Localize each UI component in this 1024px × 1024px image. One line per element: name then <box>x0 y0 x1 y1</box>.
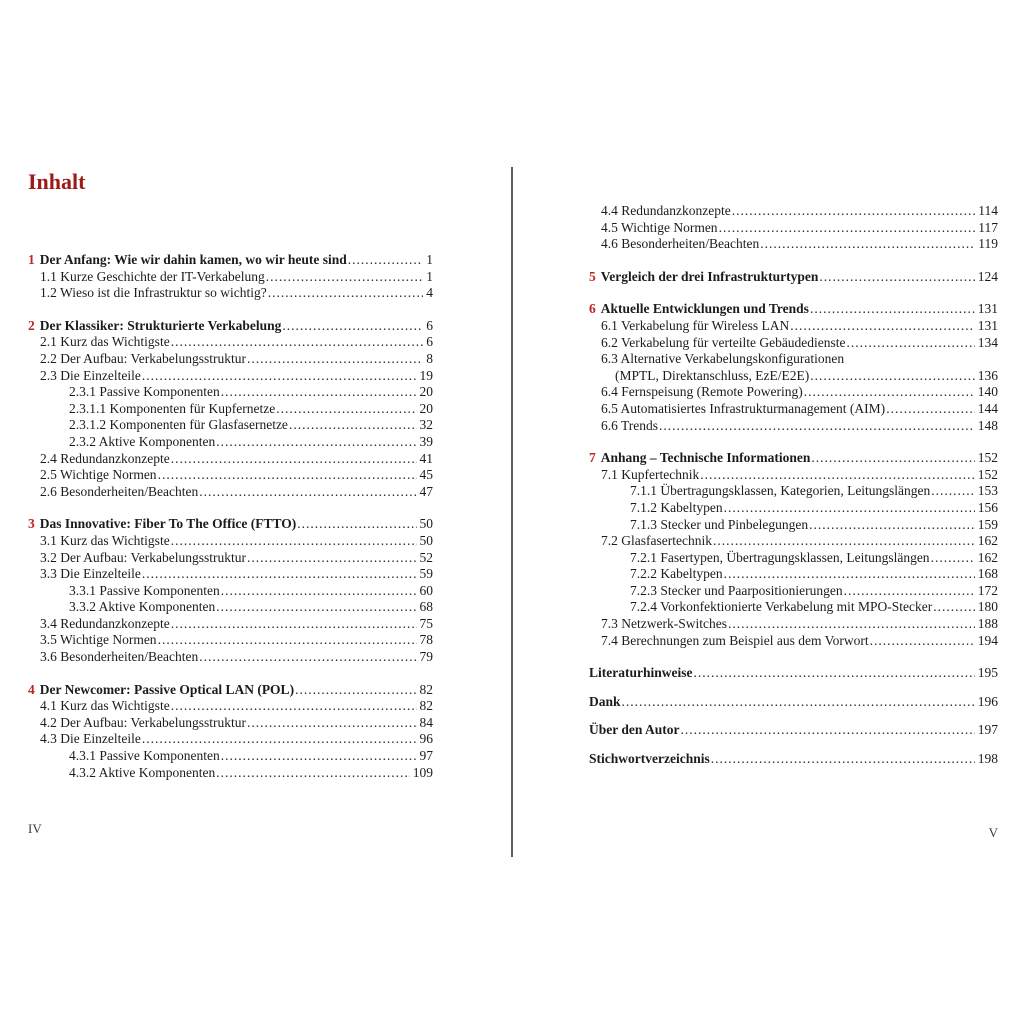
toc-entry-title: 3.1 Kurz das Wichtigste <box>40 532 170 548</box>
toc-entry <box>589 633 998 650</box>
toc-entry-title: Der Newcomer: Passive Optical LAN (POL) <box>39 681 295 697</box>
toc-leader-dots <box>216 765 410 782</box>
toc-leader-dots <box>158 467 417 484</box>
toc-entry-title: 3.5 Wichtige Normen <box>40 632 157 648</box>
toc-leader-dots <box>295 682 416 699</box>
toc-leader-dots <box>844 583 975 600</box>
toc-entry <box>28 434 433 451</box>
toc-entry-title: 7.2.2 Kabeltypen <box>630 566 723 582</box>
toc-entry-title: 6.5 Automatisiertes Infrastrukturmanagement (AIM) <box>601 400 886 416</box>
toc-entry-title: 4.6 Besonderheiten/Beachten <box>601 236 760 252</box>
toc-entry <box>28 384 433 401</box>
toc-leader-dots <box>221 583 417 600</box>
toc-entry <box>28 285 433 302</box>
toc-entry-title: 2.2 Der Aufbau: Verkabelungsstruktur <box>40 350 246 366</box>
toc-entry <box>28 467 433 484</box>
toc-leader-dots <box>719 220 976 237</box>
toc-entry-title: 7.2 Glasfasertechnik <box>601 533 712 549</box>
toc-entry <box>28 401 433 418</box>
toc-page-number: 197 <box>977 722 998 738</box>
toc-entry-title: 2.4 Redundanzkonzepte <box>40 450 170 466</box>
toc-page-number: 194 <box>977 632 998 648</box>
toc-entry-title: Aktuelle Entwicklungen und Trends <box>600 301 809 317</box>
toc-leader-dots <box>268 285 423 302</box>
toc-entry <box>589 694 998 711</box>
toc-entry <box>28 533 433 550</box>
toc-entry-title: 1.2 Wieso ist die Infrastruktur so wichtig? <box>40 285 267 301</box>
toc-entry-title: 3.3.1 Passive Komponenten <box>69 582 220 598</box>
toc-page-number: 136 <box>977 367 998 383</box>
toc-entry-title: 7.1 Kupfertechnik <box>601 466 700 482</box>
toc-page-number: 6 <box>426 317 433 333</box>
toc-page-number: 140 <box>977 384 998 400</box>
toc-leader-dots <box>247 550 417 567</box>
toc-page-number: 20 <box>419 400 433 416</box>
toc-entry-title: 6.1 Verkabelung für Wireless LAN <box>601 317 790 333</box>
toc-leader-dots <box>276 401 416 418</box>
toc-entry-title: 4.3 Die Einzelteile <box>40 731 141 747</box>
toc-entry <box>589 599 998 616</box>
toc-leader-dots <box>931 550 975 567</box>
toc-entry-title: 7.4 Berechnungen zum Beispiel aus dem Vorwort <box>601 632 869 648</box>
toc-page-number: 148 <box>977 417 998 433</box>
toc-leader-dots <box>810 301 975 318</box>
toc-entry <box>589 751 998 768</box>
toc-entry <box>589 665 998 682</box>
toc-page-number: 19 <box>419 367 433 383</box>
toc-entry <box>28 731 433 748</box>
toc-page-number: 119 <box>978 236 998 252</box>
toc-leader-dots <box>221 748 417 765</box>
toc-entry-number: 3 <box>28 516 35 532</box>
toc-entry <box>28 632 433 649</box>
toc-leader-dots <box>810 368 975 385</box>
toc-entry-title: 3.4 Redundanzkonzepte <box>40 615 170 631</box>
toc-leader-dots <box>622 694 975 711</box>
toc-entry-title: 7.3 Netzwerk-Switches <box>601 616 727 632</box>
toc-page-number: 97 <box>419 748 433 764</box>
toc-page-number: 117 <box>978 219 998 235</box>
toc-page-number: 59 <box>419 566 433 582</box>
toc-entry <box>28 765 433 782</box>
page-number-left: IV <box>28 821 42 836</box>
toc-page-number: 41 <box>419 450 433 466</box>
toc-entry-title: 7.2.1 Fasertypen, Übertragungsklassen, Leitungslängen <box>630 549 930 565</box>
toc-page-number: 153 <box>977 483 998 499</box>
toc-entry <box>589 722 998 739</box>
toc-entry <box>28 417 433 434</box>
toc-leader-dots <box>931 483 974 500</box>
toc-entry <box>589 583 998 600</box>
toc-page-number: 75 <box>419 615 433 631</box>
toc-leader-dots <box>724 500 975 517</box>
toc-entry-title: 1.1 Kurze Geschichte der IT-Verkabelung <box>40 268 265 284</box>
toc-entry-title: Literaturhinweise <box>589 665 693 681</box>
toc-leader-dots <box>724 566 975 583</box>
toc-page-number: 47 <box>419 483 433 499</box>
toc-entry <box>28 252 433 269</box>
toc-leader-dots <box>142 566 417 583</box>
toc-entry-title: 6.2 Verkabelung für verteilte Gebäudedienste <box>601 334 846 350</box>
toc-leader-dots <box>142 731 417 748</box>
toc-entry-number: 4 <box>28 681 35 697</box>
toc-entry-title: 2.3.1 Passive Komponenten <box>69 384 220 400</box>
toc-leader-dots <box>886 401 975 418</box>
toc-leader-dots <box>216 434 416 451</box>
toc-leader-dots <box>870 633 975 650</box>
toc-entry-title: 4.4 Redundanzkonzepte <box>601 203 731 218</box>
toc-leader-dots <box>811 450 974 467</box>
toc-entry <box>28 715 433 732</box>
toc-leader-dots <box>221 384 417 401</box>
toc-page-number: 152 <box>977 450 998 466</box>
toc-entry <box>589 318 998 335</box>
toc-entry <box>28 451 433 468</box>
toc-entry-title: Der Anfang: Wie wir dahin kamen, wo wir heute sind <box>39 252 347 267</box>
toc-entry <box>589 566 998 583</box>
toc-entry-title: 7.2.4 Vorkonfektionierte Verkabelung mit MPO-Stecker <box>630 599 933 615</box>
toc-page-number: 50 <box>419 516 433 532</box>
toc-page-number: 172 <box>977 582 998 598</box>
toc-leader-dots <box>760 236 975 253</box>
toc-entry <box>28 698 433 715</box>
toc-entry <box>589 418 998 435</box>
toc-leader-dots <box>700 467 975 484</box>
toc-page-number: 180 <box>977 599 998 615</box>
toc-entry-title: 3.6 Besonderheiten/Beachten <box>40 649 199 665</box>
toc-page-number: 1 <box>426 252 433 267</box>
toc-entry <box>589 220 998 237</box>
toc-page-number: 144 <box>977 400 998 416</box>
toc-page-number: 68 <box>419 599 433 615</box>
toc-entry <box>28 334 433 351</box>
toc-entry-title: 2.3.2 Aktive Komponenten <box>69 433 216 449</box>
toc-page-number: 20 <box>419 384 433 400</box>
toc-entry-title: Anhang – Technische Informationen <box>600 450 811 466</box>
toc-entry <box>589 533 998 550</box>
toc-entry-title: 2.3.1.1 Komponenten für Kupfernetze <box>69 400 276 416</box>
toc-entry <box>28 682 433 699</box>
toc-entry-title: Vergleich der drei Infrastrukturtypen <box>600 268 819 284</box>
toc-entry-title: 2.3.1.2 Komponenten für Glasfasernetze <box>69 417 288 433</box>
toc-leader-dots <box>171 451 417 468</box>
toc-page-number: 159 <box>977 516 998 532</box>
toc-entry <box>589 450 998 467</box>
toc-right-column <box>589 203 998 768</box>
toc-entry-title: Der Klassiker: Strukturierte Verkabelung <box>39 317 282 333</box>
toc-entry-number: 1 <box>28 252 35 267</box>
toc-entry <box>589 236 998 253</box>
toc-entry-title: 7.1.3 Stecker und Pinbelegungen <box>630 516 809 532</box>
toc-page-number: 195 <box>977 665 998 681</box>
toc-entry-title: 2.5 Wichtige Normen <box>40 467 157 483</box>
toc-leader-dots <box>247 351 423 368</box>
toc-page-number: 1 <box>426 268 433 284</box>
toc-leader-dots <box>732 203 976 220</box>
toc-page-number: 162 <box>977 533 998 549</box>
toc-entry-title: 3.3 Die Einzelteile <box>40 566 141 582</box>
toc-leader-dots <box>247 715 417 732</box>
toc-entry <box>589 301 998 318</box>
toc-entry <box>589 616 998 633</box>
toc-entry-title: 4.3.1 Passive Komponenten <box>69 748 220 764</box>
toc-entry <box>589 269 998 286</box>
toc-entry <box>28 649 433 666</box>
toc-page-number: 50 <box>419 532 433 548</box>
toc-entry-title: 2.1 Kurz das Wichtigste <box>40 334 170 350</box>
toc-entry-title: 4.2 Der Aufbau: Verkabelungsstruktur <box>40 714 246 730</box>
toc-page-number: 134 <box>977 334 998 350</box>
toc-entry-title: 6.4 Fernspeisung (Remote Powering) <box>601 384 803 400</box>
toc-entry-number: 7 <box>589 450 596 466</box>
toc-leader-dots <box>199 649 416 666</box>
toc-leader-dots <box>199 484 416 501</box>
toc-entry <box>28 583 433 600</box>
toc-page-number: 32 <box>419 417 433 433</box>
toc-page-number: 39 <box>419 433 433 449</box>
toc-entry-title: 4.5 Wichtige Normen <box>601 219 718 235</box>
toc-entry-title: 3.3.2 Aktive Komponenten <box>69 599 216 615</box>
toc-page-number: 79 <box>419 649 433 665</box>
toc-entry <box>28 550 433 567</box>
toc-leader-dots <box>142 368 417 385</box>
toc-leader-dots <box>694 665 975 682</box>
page-number-right: V <box>988 825 998 840</box>
toc-leader-dots <box>819 269 974 286</box>
toc-page-number: 188 <box>977 616 998 632</box>
toc-page-number: 196 <box>977 693 998 709</box>
toc-entry <box>28 516 433 533</box>
toc-entry-number: 5 <box>589 268 596 284</box>
toc-leader-dots <box>216 599 416 616</box>
toc-entry <box>589 483 998 500</box>
toc-leader-dots <box>728 616 975 633</box>
toc-entry-title: 3.2 Der Aufbau: Verkabelungsstruktur <box>40 549 246 565</box>
toc-page-number: 198 <box>977 751 998 767</box>
toc-page-number: 82 <box>419 698 433 714</box>
toc-entry <box>589 401 998 418</box>
toc-entry-title: 6.3 Alternative Verkabelungskonfigurationen <box>601 351 845 367</box>
toc-entry-title: 4.3.2 Aktive Komponenten <box>69 764 216 780</box>
toc-leader-dots <box>158 632 417 649</box>
toc-entry <box>28 748 433 765</box>
toc-page-number: 109 <box>412 764 433 780</box>
toc-entry <box>589 203 998 220</box>
page-divider-line <box>511 167 513 857</box>
toc-entry <box>28 484 433 501</box>
toc-page-number: 82 <box>419 681 433 697</box>
toc-leader-dots <box>809 517 975 534</box>
toc-entry <box>28 599 433 616</box>
toc-page-number: 8 <box>426 350 433 366</box>
toc-page-number: 6 <box>426 334 433 350</box>
toc-page-number: 4 <box>426 285 433 301</box>
toc-page-number: 168 <box>977 566 998 582</box>
toc-leader-dots <box>847 335 975 352</box>
toc-leader-dots <box>297 516 416 533</box>
toc-title: Inhalt <box>28 169 86 194</box>
toc-leader-dots <box>790 318 974 335</box>
toc-page-number: 45 <box>419 467 433 483</box>
toc-page-number: 78 <box>419 632 433 648</box>
toc-page-number: 124 <box>977 268 998 284</box>
toc-entry-number: 2 <box>28 317 35 333</box>
toc-entry-title: Dank <box>589 693 621 709</box>
toc-entry <box>589 500 998 517</box>
toc-leader-dots <box>171 698 417 715</box>
toc-entry-title: 7.2.3 Stecker und Paarpositionierungen <box>630 582 843 598</box>
toc-entry <box>28 351 433 368</box>
toc-page-number: 162 <box>977 549 998 565</box>
toc-entry <box>28 318 433 335</box>
toc-entry-title: 7.1.1 Übertragungsklassen, Kategorien, Leitungslängen <box>630 483 931 499</box>
toc-leader-dots <box>933 599 975 616</box>
toc-leader-dots <box>171 334 424 351</box>
toc-entry <box>589 335 998 352</box>
toc-leader-dots <box>266 269 423 286</box>
toc-page-number: 52 <box>419 549 433 565</box>
toc-page-number: 131 <box>977 301 998 317</box>
toc-page-number: 84 <box>419 714 433 730</box>
toc-page-number: 156 <box>977 499 998 515</box>
toc-entry <box>28 616 433 633</box>
toc-left-column <box>28 252 433 781</box>
toc-leader-dots <box>289 417 417 434</box>
toc-entry-title: 4.1 Kurz das Wichtigste <box>40 698 170 714</box>
toc-entry <box>589 517 998 534</box>
toc-page-number: 131 <box>977 317 998 333</box>
toc-entry <box>28 368 433 385</box>
toc-entry-title: 2.6 Besonderheiten/Beachten <box>40 483 199 499</box>
toc-leader-dots <box>171 533 417 550</box>
toc-leader-dots <box>348 252 423 269</box>
toc-page-number: 96 <box>419 731 433 747</box>
toc-entry <box>589 467 998 484</box>
toc-entry <box>589 368 998 385</box>
toc-entry <box>589 384 998 401</box>
toc-page-number: 152 <box>977 466 998 482</box>
toc-leader-dots <box>713 533 975 550</box>
toc-leader-dots <box>681 722 975 739</box>
toc-page-number: 114 <box>978 203 998 218</box>
toc-entry <box>589 351 998 368</box>
toc-leader-dots <box>171 616 417 633</box>
toc-leader-dots <box>659 418 975 435</box>
toc-entry-title: Über den Autor <box>589 722 680 738</box>
toc-entry-title: (MPTL, Direktanschluss, EzE/E2E) <box>615 367 810 383</box>
toc-page-number: 60 <box>419 582 433 598</box>
toc-leader-dots <box>282 318 423 335</box>
toc-leader-dots <box>804 384 975 401</box>
toc-entry-title: Stichwortverzeichnis <box>589 751 710 767</box>
toc-leader-dots <box>711 751 975 768</box>
toc-entry-title: 7.1.2 Kabeltypen <box>630 499 723 515</box>
toc-entry-number: 6 <box>589 301 596 317</box>
toc-entry <box>28 269 433 286</box>
toc-entry-title: 2.3 Die Einzelteile <box>40 367 141 383</box>
toc-entry <box>28 566 433 583</box>
toc-entry-title: Das Innovative: Fiber To The Office (FTTO) <box>39 516 297 532</box>
toc-entry <box>589 550 998 567</box>
toc-entry-title: 6.6 Trends <box>601 417 659 433</box>
